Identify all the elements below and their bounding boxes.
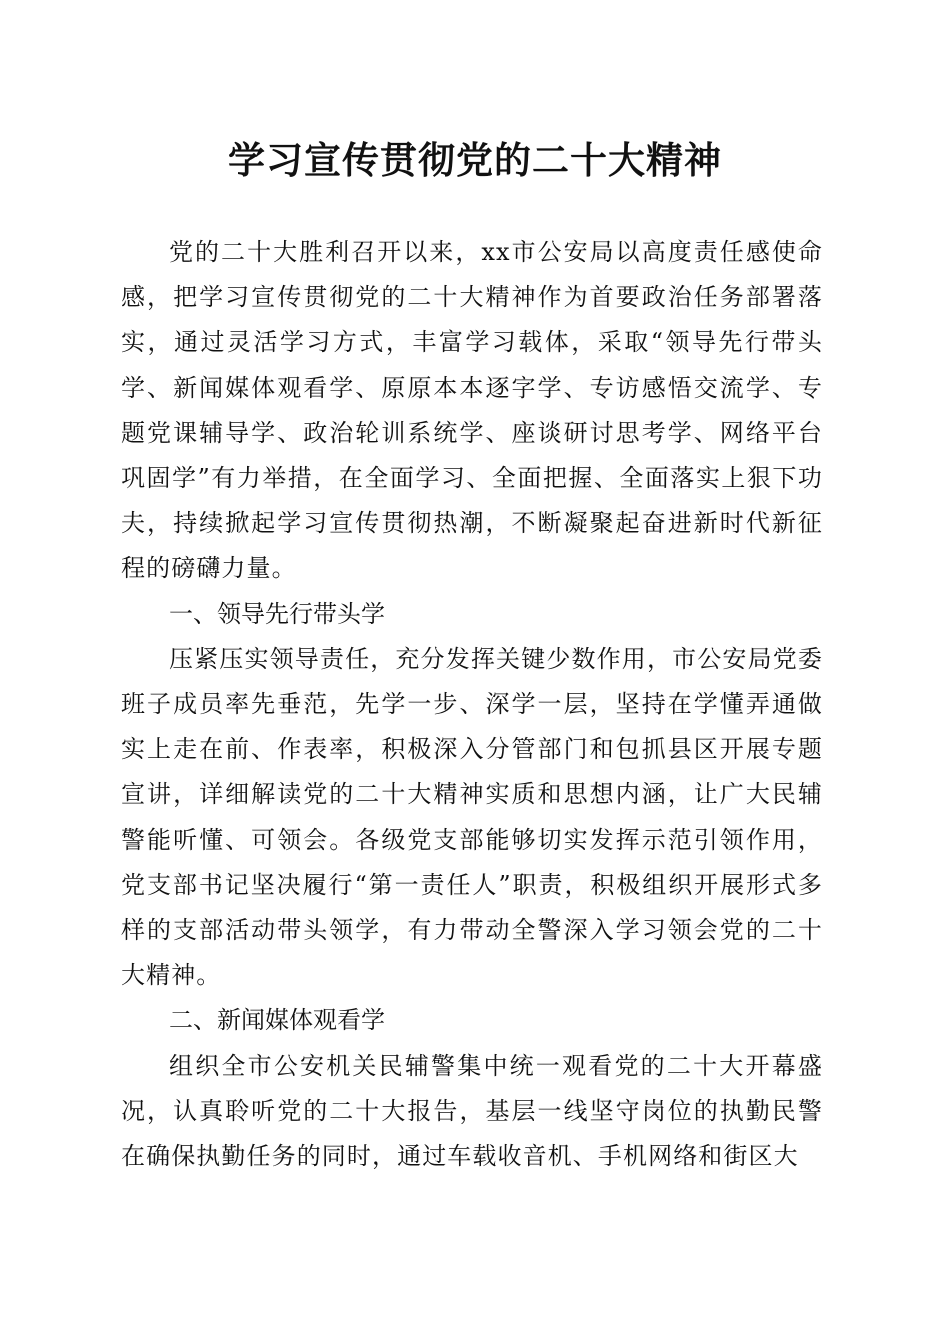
document-body: [121, 230, 823, 1179]
intro-paragraph: 党的二十大胜利召开以来，xx市公安局以高度责任感使命感，把学习宣传贯彻党的二十大精神作为首要政治任务部署落实，通过灵活学习方式，丰富学习载体，采取“领导先行带头学、新闻媒体观看学、原原本本逐字学、专访感悟交流学、专题党课辅导学、政治轮训系统学、座谈研讨思考学、网络平台巩固学”有力举措，在全面学习、全面把握、全面落实上狠下功夫，持续掀起学习宣传贯彻热潮，不断凝聚起奋进新时代新征程的磅礴力量。: [121, 238, 823, 583]
section-paragraph: 压紧压实领导责任，充分发挥关键少数作用，市公安局党委班子成员率先垂范，先学一步、深学一层，坚持在学懂弄通做实上走在前、作表率，积极深入分管部门和包抓县区开展专题宣讲，详细解读党的二十大精神实质和思想内涵，让广大民辅警能听懂、可领会。各级党支部能够切实发挥示范引领作用，党支部书记坚决履行“第一责任人”职责，积极组织开展形式多样的支部活动带头领学，有力带动全警深入学习领会党的二十大精神。: [121, 644, 823, 990]
section-heading: 二、新闻媒体观看学: [169, 1006, 385, 1035]
document-title: 学习宣传贯彻党的二十大精神: [228, 138, 722, 182]
section-1: [121, 592, 823, 999]
section-paragraph: 组织全市公安机关民辅警集中统一观看党的二十大开幕盛况，认真聆听党的二十大报告，基层一线坚守岗位的执勤民警在确保执勤任务的同时，通过车载收音机、手机网络和街区大: [121, 1051, 823, 1171]
section-2: [121, 998, 823, 1179]
section-heading: 一、领导先行带头学: [169, 599, 385, 628]
